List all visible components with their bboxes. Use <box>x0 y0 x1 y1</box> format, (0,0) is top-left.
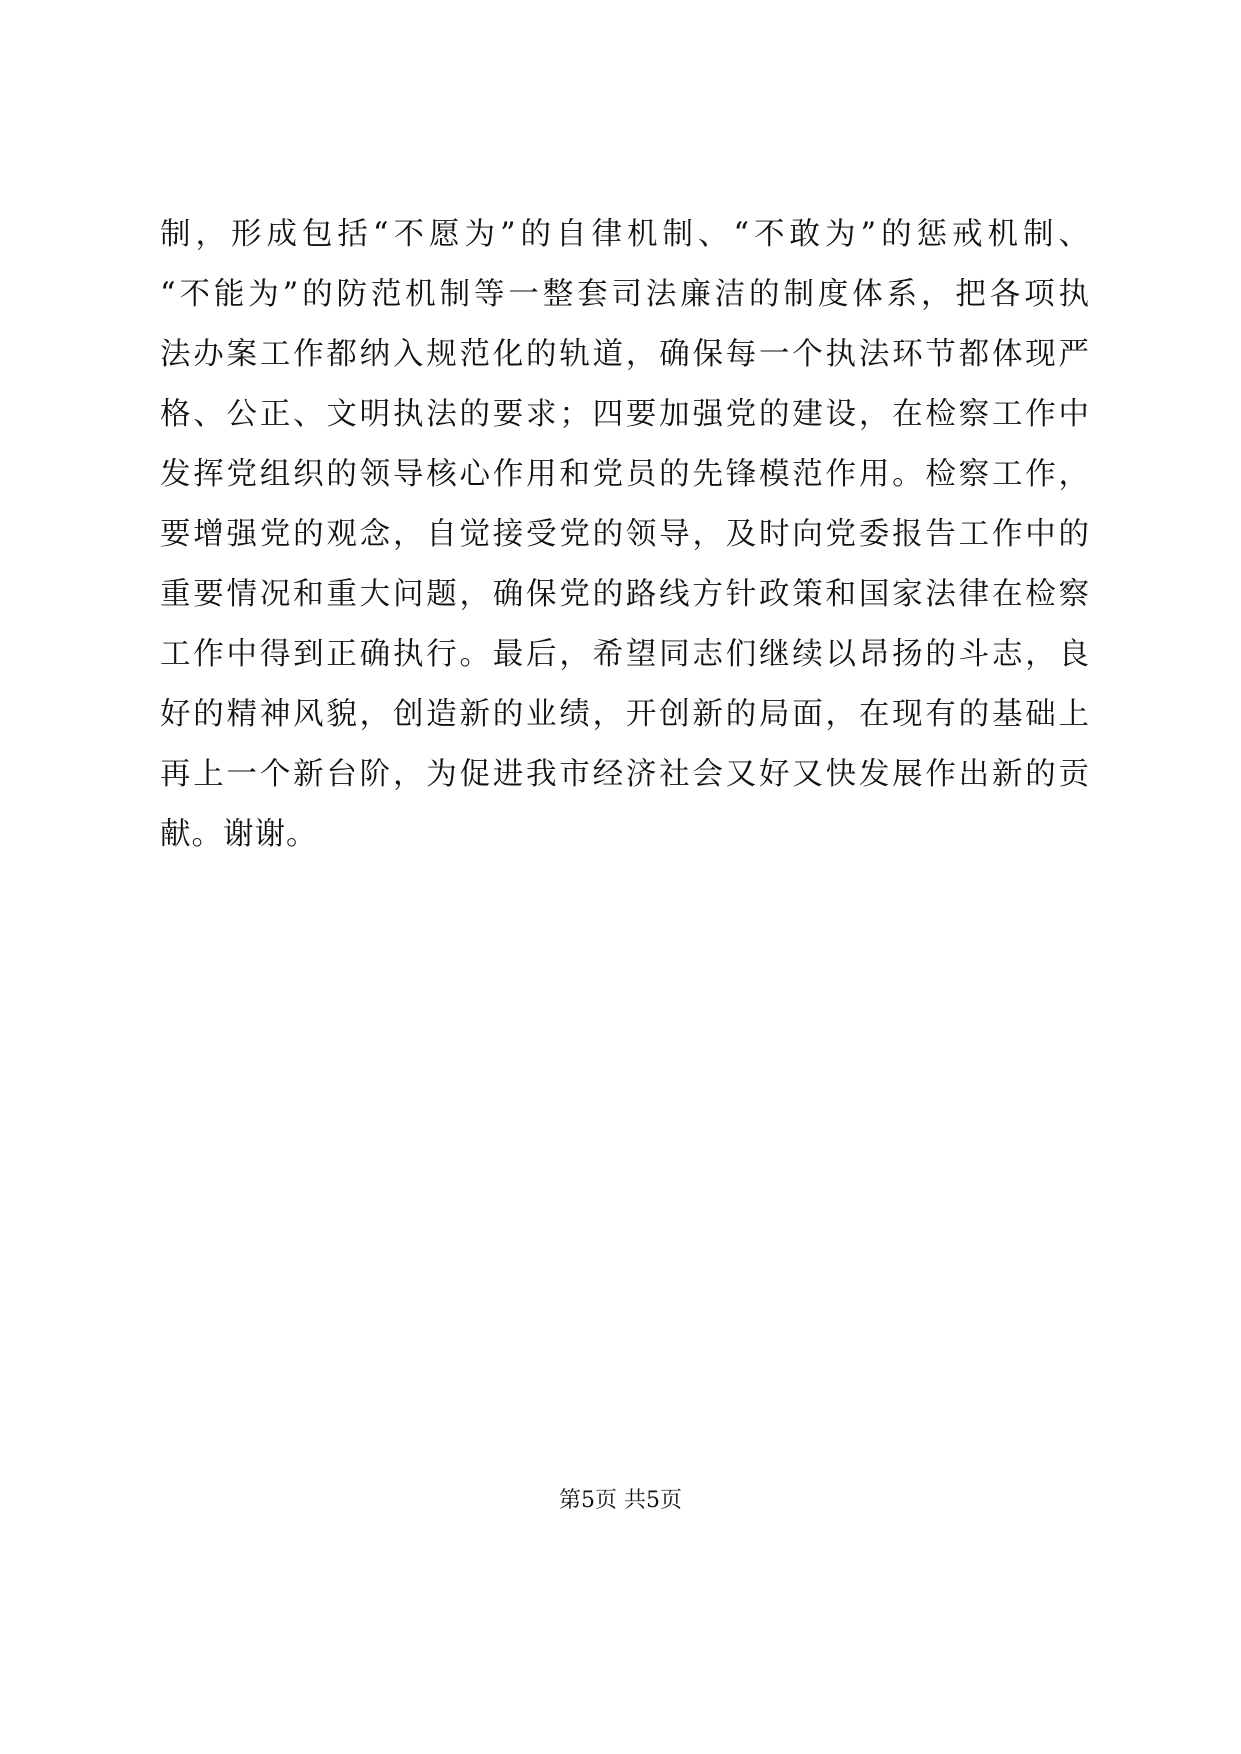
paragraph-line: 工作中得到正确执行。最后，希望同志们继续以昂扬的斗志，良 <box>160 637 1090 672</box>
paragraph-line: 格、公正、文明执法的要求；四要加强党的建设，在检察工作中 <box>160 397 1090 432</box>
paragraph-line: 要增强党的观念，自觉接受党的领导，及时向党委报告工作中的 <box>160 517 1090 552</box>
paragraph-line: 再上一个新台阶，为促进我市经济社会又好又快发展作出新的贡 <box>160 757 1090 792</box>
paragraph-line: 好的精神风貌，创造新的业绩，开创新的局面，在现有的基础上 <box>160 697 1090 732</box>
paragraph-line: 制，形成包括“不愿为”的自律机制、“不敢为”的惩戒机制、 <box>160 217 1090 252</box>
paragraph-line-last: 献。谢谢。 <box>160 817 318 852</box>
paragraph-line: 法办案工作都纳入规范化的轨道，确保每一个执法环节都体现严 <box>160 337 1090 372</box>
paragraph-line: 发挥党组织的领导核心作用和党员的先锋模范作用。检察工作， <box>160 457 1090 492</box>
body-paragraph <box>160 205 1090 865</box>
paragraph-line: 重要情况和重大问题，确保党的路线方针政策和国家法律在检察 <box>160 577 1090 612</box>
page-footer: 第5页 共5页 <box>559 1488 682 1513</box>
paragraph-line: “不能为”的防范机制等一整套司法廉洁的制度体系，把各项执 <box>160 277 1090 312</box>
